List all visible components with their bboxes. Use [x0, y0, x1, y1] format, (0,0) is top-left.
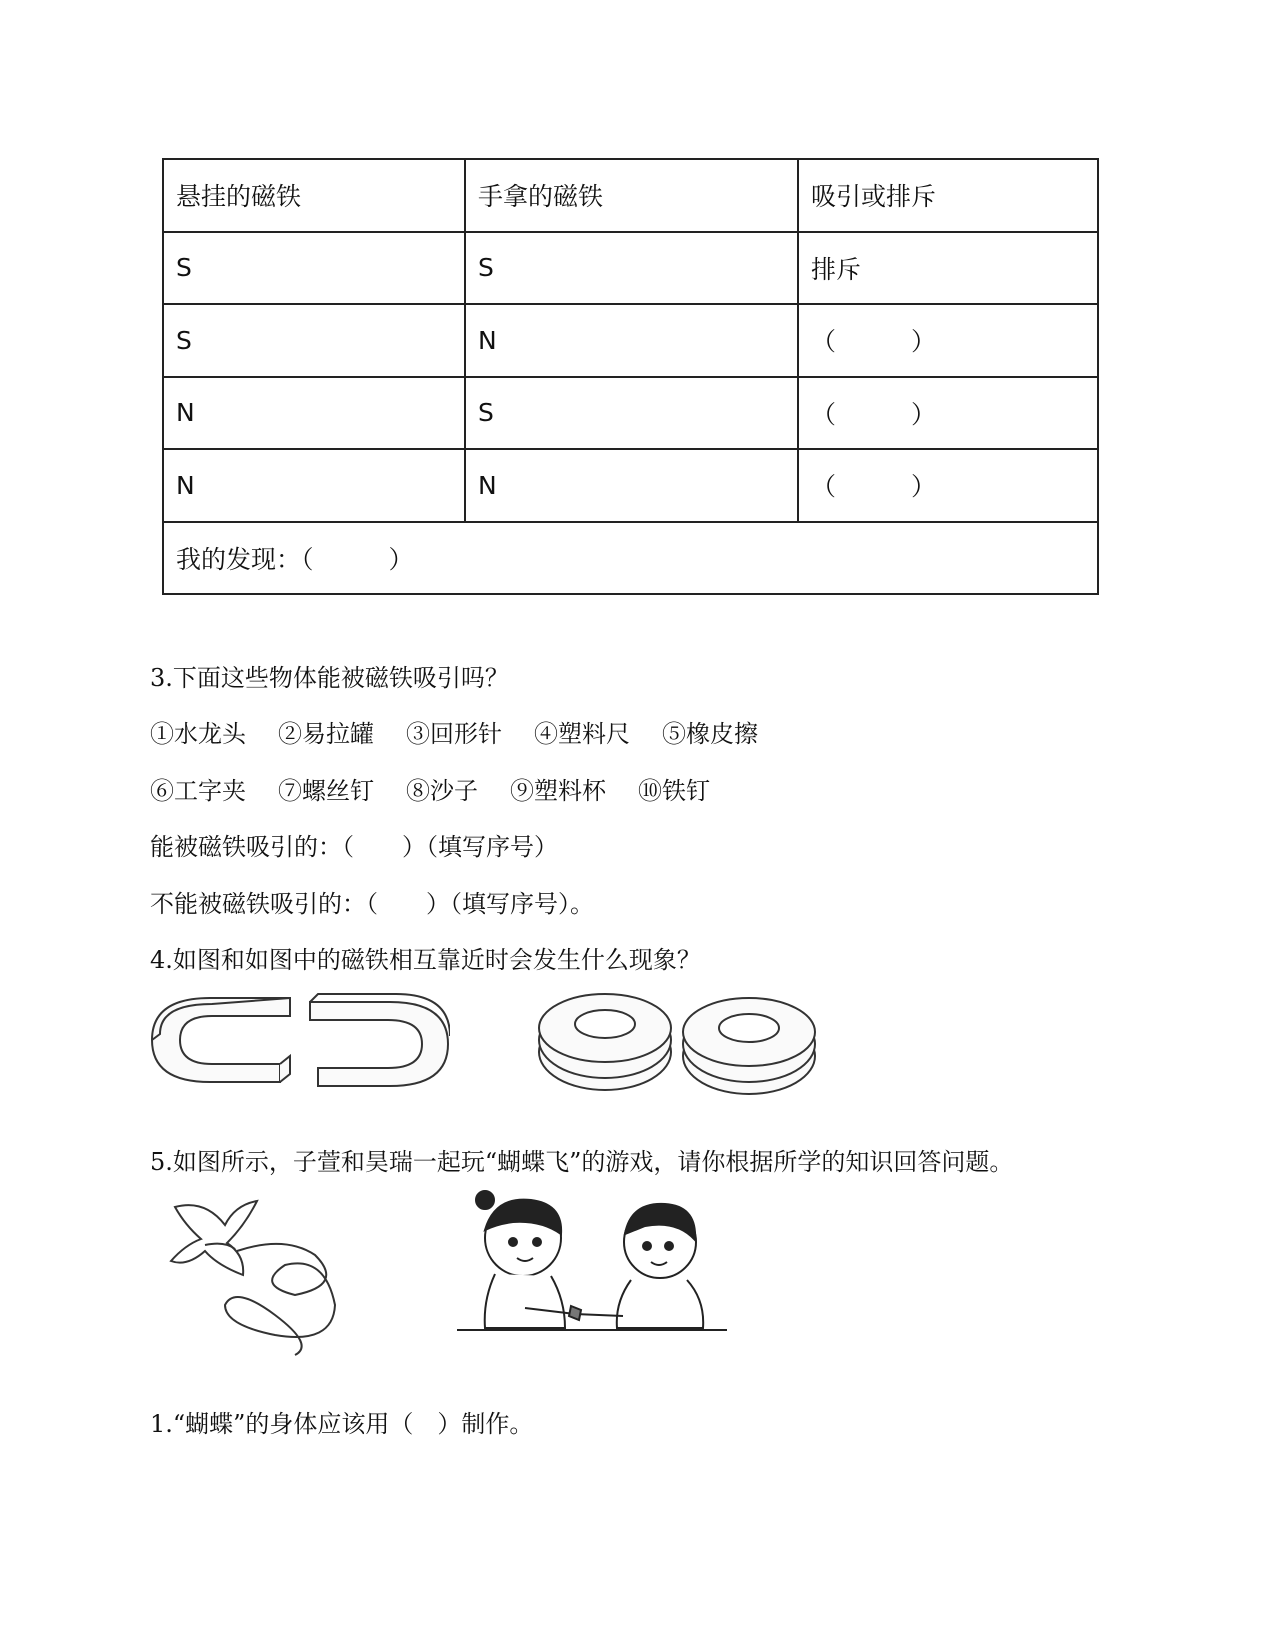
header-hanging-magnet: 悬挂的磁铁 — [163, 159, 465, 232]
option-item: ⑤橡皮擦 — [662, 720, 758, 748]
table-cell: S — [163, 232, 465, 305]
answer-blank[interactable]: （ ） — [798, 449, 1098, 522]
attracted-answer-line[interactable]: 能被磁铁吸引的：（ ）（填写序号） — [150, 833, 558, 861]
not-attracted-answer-line[interactable]: 不能被磁铁吸引的：（ ）（填写序号）。 — [150, 890, 594, 918]
options-row-1 — [150, 714, 790, 749]
option-item: ①水龙头 — [150, 720, 246, 748]
horseshoe-magnets-figure — [150, 990, 450, 1090]
table-cell: S — [465, 232, 798, 305]
question-5-sub-1: 1.“蝴蝶”的身体应该用（ ）制作。 — [150, 1410, 534, 1438]
table-cell: S — [465, 377, 798, 450]
table-cell: N — [163, 377, 465, 450]
option-item: ④塑料尺 — [534, 720, 630, 748]
table-cell: 排斥 — [798, 232, 1098, 305]
option-item: ⑧沙子 — [406, 777, 478, 805]
butterfly-figure — [165, 1195, 365, 1360]
table-row — [163, 377, 1098, 450]
option-item: ⑨塑料杯 — [510, 777, 606, 805]
header-attract-repel: 吸引或排斥 — [798, 159, 1098, 232]
option-item: ⑩铁钉 — [638, 777, 710, 805]
answer-blank[interactable]: （ ） — [798, 377, 1098, 450]
table-cell: N — [163, 449, 465, 522]
ring-magnets-figure — [535, 990, 825, 1100]
option-item: ⑦螺丝钉 — [278, 777, 374, 805]
answer-blank[interactable]: （ ） — [798, 304, 1098, 377]
table-cell: N — [465, 304, 798, 377]
question-3: 3.下面这些物体能被磁铁吸引吗？ — [150, 664, 509, 692]
header-held-magnet: 手拿的磁铁 — [465, 159, 798, 232]
table-row — [163, 449, 1098, 522]
question-4: 4.如图和如图中的磁铁相互靠近时会发生什么现象？ — [150, 946, 701, 974]
options-row-2 — [150, 771, 742, 806]
table-cell: N — [465, 449, 798, 522]
option-item: ⑥工字夹 — [150, 777, 246, 805]
children-playing-figure — [455, 1190, 730, 1340]
table-row — [163, 304, 1098, 377]
magnet-table — [162, 158, 1099, 595]
question-5: 5.如图所示，子萱和昊瑞一起玩“蝴蝶飞”的游戏，请你根据所学的知识回答问题。 — [150, 1148, 1014, 1176]
table-header-row — [163, 159, 1098, 232]
table-row — [163, 232, 1098, 305]
option-item: ②易拉罐 — [278, 720, 374, 748]
table-cell: S — [163, 304, 465, 377]
option-item: ③回形针 — [406, 720, 502, 748]
finding-cell[interactable]: 我的发现：（ ） — [163, 522, 1098, 595]
table-row-finding — [163, 522, 1098, 595]
